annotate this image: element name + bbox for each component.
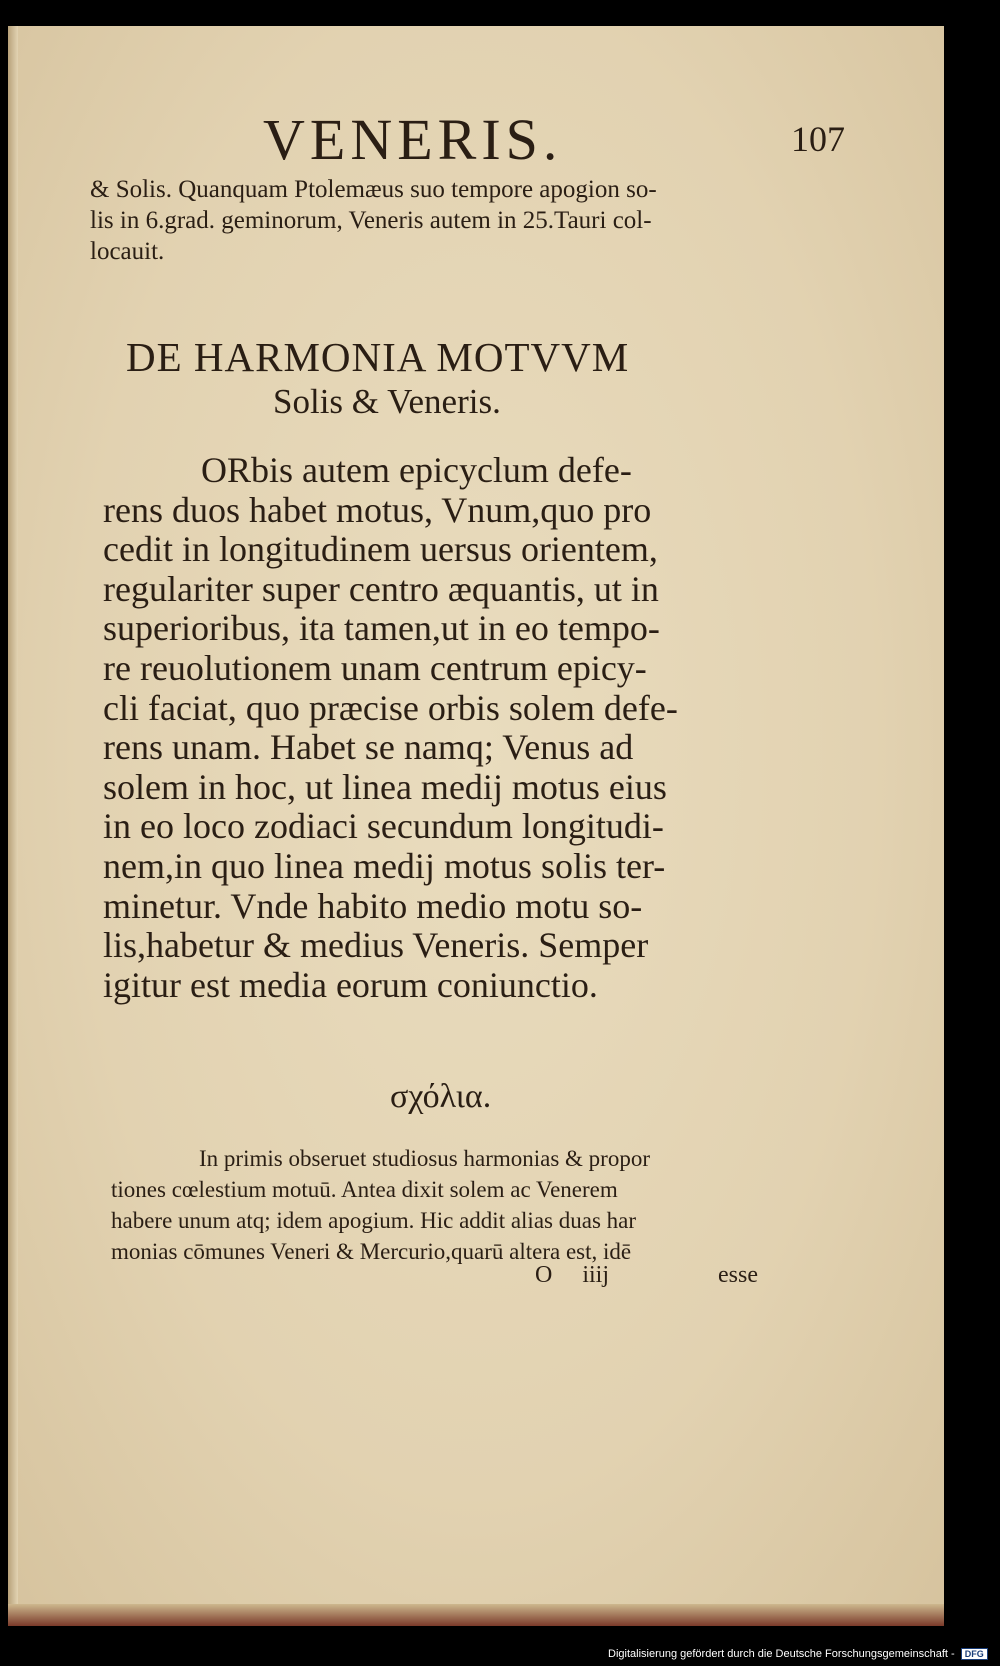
text-line: monias cōmunes Veneri & Mercurio,quarū altera est, idē (111, 1239, 632, 1264)
text-line: cli faciat, quo præcise orbis solem defe- (103, 687, 678, 728)
text-line: superioribus, ita tamen,ut in eo tempo- (103, 608, 660, 649)
body-paragraph (103, 451, 678, 1005)
dfg-logo: DFG (961, 1648, 988, 1660)
scholia-note (111, 1143, 650, 1267)
text-line: lis,habetur & medius Veneris. Semper (103, 925, 649, 966)
text-line: rens duos habet motus, Vnum,quo pro (103, 489, 652, 530)
text-line: minetur. Vnde habito medio motu so- (103, 885, 643, 926)
catchword: esse (718, 1262, 758, 1288)
section-heading: DE HARMONIA MOTVVM (126, 334, 630, 380)
section-subheading: Solis & Veneris. (273, 382, 501, 421)
page-edge (8, 26, 18, 1626)
page-number: 107 (791, 119, 845, 159)
digitization-credit (608, 1648, 988, 1660)
scholia-heading: σχόλια. (390, 1078, 492, 1115)
text-line: re reuolutionem unam centrum epicy- (103, 647, 647, 688)
text-line: cedit in longitudinem uersus orientem, (103, 529, 658, 570)
note-first-line: In primis obseruet studiosus harmonias & propor (199, 1146, 651, 1171)
text-line: regulariter super centro æquantis, ut in (103, 568, 659, 609)
text-line: tiones cœlestium motuū. Antea dixit solem ac Venerem (111, 1177, 618, 1202)
book-page (8, 26, 944, 1626)
text-line: in eo loco zodiaci secundum longitudi- (103, 806, 664, 847)
top-paragraph (90, 174, 657, 267)
initial-line: ORbis autem epicyclum defe- (201, 450, 632, 490)
text-line: lis in 6.grad. geminorum, Veneris autem in 25.Tauri col- (90, 207, 652, 234)
text-line (111, 1143, 650, 1174)
text-line: habere unum atq; idem apogium. Hic addit alias duas har (111, 1208, 637, 1233)
page-bottom-edge (8, 1604, 944, 1626)
text-line: solem in hoc, ut linea medij motus eius (103, 766, 667, 807)
signature-mark: O iiij (535, 1262, 610, 1288)
text-line: rens unam. Habet se namq; Venus ad (103, 727, 634, 768)
text-line: & Solis. Quanquam Ptolemæus suo tempore apogion so- (90, 176, 657, 203)
running-head: VENERIS. (263, 107, 563, 172)
text-line (103, 451, 678, 491)
credit-text: Digitalisierung gefördert durch die Deutsche Forschungsgemeinschaft - (608, 1648, 955, 1660)
text-line: igitur est media eorum coniunctio. (103, 964, 598, 1005)
text-line: nem,in quo linea medij motus solis ter- (103, 845, 666, 886)
text-line: locauit. (90, 238, 165, 265)
